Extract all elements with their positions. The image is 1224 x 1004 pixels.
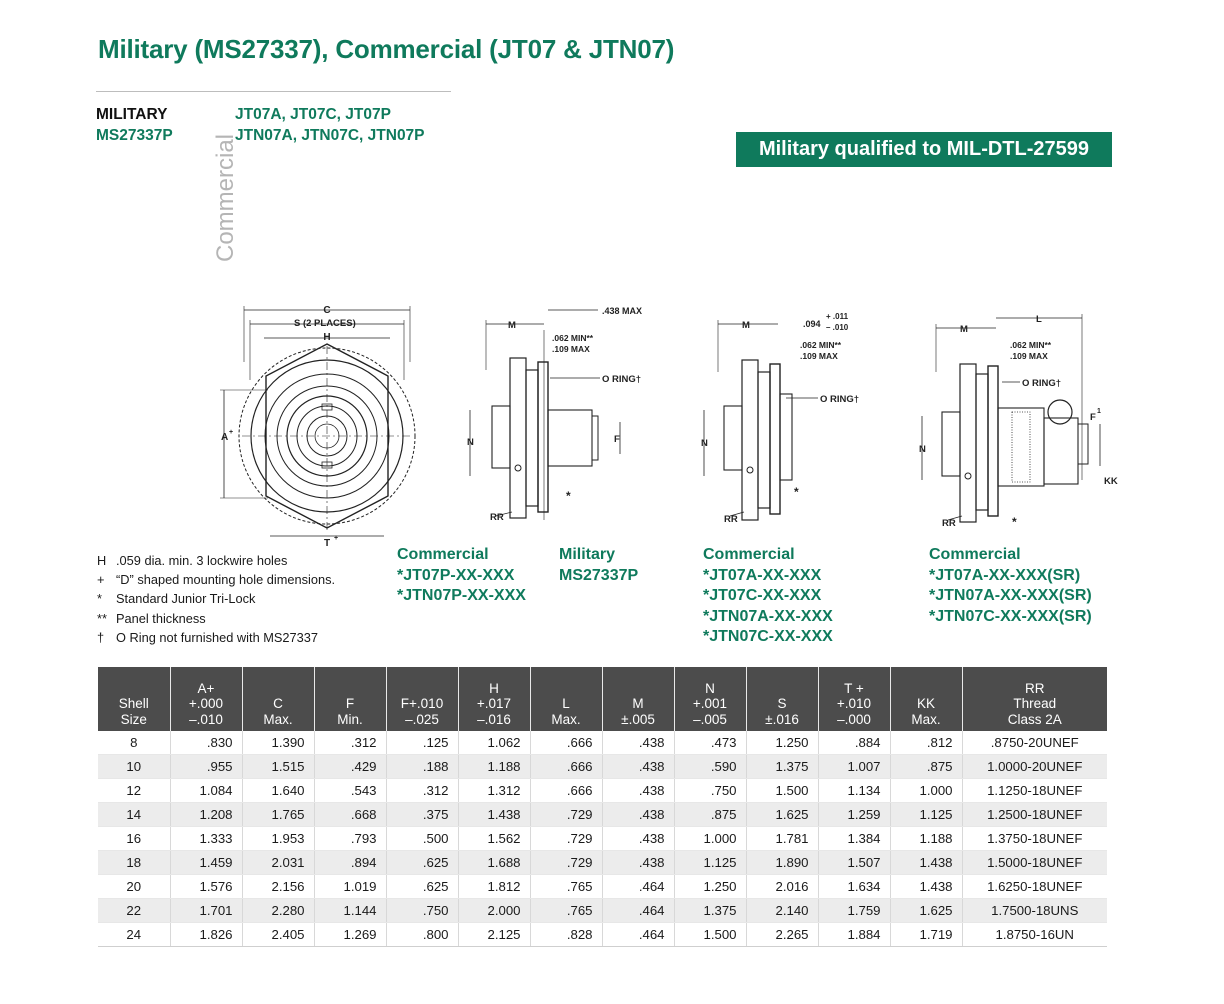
table-cell: .729 — [530, 803, 602, 827]
d2-dim-109-max: .109 MAX — [552, 344, 590, 354]
d4-rr-label: RR — [942, 518, 956, 529]
table-cell: 1.515 — [242, 755, 314, 779]
d4-dim-n: N — [919, 444, 926, 455]
note-text: .059 dia. min. 3 lockwire holes — [116, 553, 288, 568]
d3-dim-n: N — [701, 438, 708, 449]
column-header — [170, 667, 242, 731]
caption-part: *JTN07A-XX-XXX — [703, 607, 833, 625]
column-header-line: Shell — [118, 696, 149, 711]
table-cell: 2.140 — [746, 899, 818, 923]
table-cell: 1.312 — [458, 779, 530, 803]
table-cell: 1.759 — [818, 899, 890, 923]
table-cell: 1.259 — [818, 803, 890, 827]
caption-commercial-p — [397, 545, 526, 607]
table-row — [98, 827, 1107, 851]
table-row — [98, 851, 1107, 875]
table-cell: 1.765 — [242, 803, 314, 827]
column-header — [746, 667, 818, 731]
column-header-line: –.005 — [693, 711, 727, 727]
table-cell: 1.500 — [674, 923, 746, 947]
table-cell: 1.890 — [746, 851, 818, 875]
table-cell: .750 — [674, 779, 746, 803]
table-cell: .375 — [386, 803, 458, 827]
column-header-line: C — [273, 696, 283, 711]
table-cell: 1.250 — [674, 875, 746, 899]
d4-oring-label: O RING† — [1022, 378, 1062, 389]
table-header-row — [98, 667, 1107, 731]
table-cell: 1.1250-18UNEF — [962, 779, 1107, 803]
caption-part: MS27337P — [559, 566, 639, 584]
dim-s-label: S (2 PLACES) — [294, 318, 356, 329]
table-cell: 1.000 — [890, 779, 962, 803]
column-header-line: H — [489, 680, 499, 696]
table-cell: .438 — [602, 755, 674, 779]
table-row — [98, 755, 1107, 779]
column-header-line: +.010 — [836, 696, 872, 711]
column-header — [962, 667, 1107, 731]
table-cell: 1.625 — [746, 803, 818, 827]
table-cell: 1.125 — [890, 803, 962, 827]
notes-list — [97, 551, 335, 647]
drawing-side-view-ac — [696, 300, 896, 530]
table-cell: 1.007 — [818, 755, 890, 779]
vertical-commercial-label: Commercial — [212, 133, 239, 262]
caption-title: Commercial — [703, 546, 795, 563]
table-cell: 1.333 — [170, 827, 242, 851]
table-cell: .666 — [530, 755, 602, 779]
table-cell: 1.640 — [242, 779, 314, 803]
table-cell: .438 — [602, 851, 674, 875]
drawing-side-view-sr — [914, 300, 1124, 530]
dim-a-superscript: + — [229, 429, 234, 436]
table-cell: 2.405 — [242, 923, 314, 947]
table-cell: .765 — [530, 875, 602, 899]
table-cell: 8 — [98, 731, 170, 755]
note-text: Panel thickness — [116, 610, 206, 626]
note-symbol: ** — [97, 610, 107, 626]
table-cell: 1.438 — [890, 851, 962, 875]
table-cell: .464 — [602, 899, 674, 923]
caption-title: Military — [559, 546, 616, 563]
table-cell: 1.375 — [746, 755, 818, 779]
table-cell: .312 — [386, 779, 458, 803]
qualification-badge: Military qualified to MIL-DTL-27599 — [736, 132, 1112, 167]
note-text: O Ring not furnished with MS27337 — [116, 629, 319, 645]
table-cell: .830 — [170, 731, 242, 755]
d2-oring-label: O RING† — [602, 374, 642, 385]
table-cell: .750 — [386, 899, 458, 923]
table-cell: .543 — [314, 779, 386, 803]
column-header-line: Max. — [263, 711, 293, 727]
table-cell: 1.634 — [818, 875, 890, 899]
table-cell: 2.000 — [458, 899, 530, 923]
column-header-line: F+.010 — [400, 696, 444, 711]
table-row — [98, 779, 1107, 803]
table-cell: .438 — [602, 827, 674, 851]
table-cell: 18 — [98, 851, 170, 875]
column-header — [458, 667, 530, 731]
table-cell: 1.2500-18UNEF — [962, 803, 1107, 827]
table-cell: 1.576 — [170, 875, 242, 899]
table-cell: 1.144 — [314, 899, 386, 923]
table-cell: 1.562 — [458, 827, 530, 851]
d4-star: * — [1012, 515, 1017, 529]
table-cell: 1.625 — [890, 899, 962, 923]
table-cell: 1.812 — [458, 875, 530, 899]
d2-rr-label: RR — [490, 512, 504, 523]
column-header-line: A+ — [197, 680, 215, 696]
table-cell: .188 — [386, 755, 458, 779]
column-header-line: –.016 — [477, 711, 511, 727]
table-cell: 1.6250-18UNEF — [962, 875, 1107, 899]
note-symbol: + — [97, 572, 105, 588]
column-header — [242, 667, 314, 731]
column-header-line: Min. — [337, 711, 363, 727]
note-item — [97, 609, 335, 628]
table-cell: .625 — [386, 851, 458, 875]
table-cell: .729 — [530, 827, 602, 851]
table-cell: .500 — [386, 827, 458, 851]
table-cell: .464 — [602, 875, 674, 899]
table-cell: 1.269 — [314, 923, 386, 947]
d3-dim-109-max: .109 MAX — [800, 351, 838, 361]
table-row — [98, 731, 1107, 755]
d3-dim-062-min: .062 MIN** — [800, 340, 842, 350]
note-text: Standard Junior Tri-Lock — [116, 591, 256, 607]
table-cell: 16 — [98, 827, 170, 851]
d4-dim-l: L — [1036, 314, 1042, 325]
table-cell: 1.507 — [818, 851, 890, 875]
table-cell: 1.188 — [890, 827, 962, 851]
d3-star: * — [794, 485, 799, 499]
dimensions-table — [98, 667, 1107, 947]
caption-title: Commercial — [929, 546, 1021, 563]
column-header-line: Max. — [551, 711, 581, 727]
column-header-line: –.000 — [837, 711, 871, 727]
d3-rr-label: RR — [724, 514, 738, 525]
note-text: “D” shaped mounting hole dimensions. — [116, 572, 336, 588]
d2-dim-m: M — [508, 320, 516, 331]
table-cell: 1.438 — [890, 875, 962, 899]
table-body — [98, 731, 1107, 947]
table-cell: .884 — [818, 731, 890, 755]
table-cell: .666 — [530, 731, 602, 755]
table-cell: 1.0000-20UNEF — [962, 755, 1107, 779]
d3-tol-plus: + .011 — [826, 312, 849, 321]
column-header — [386, 667, 458, 731]
table-cell: .894 — [314, 851, 386, 875]
table-cell: 1.826 — [170, 923, 242, 947]
page-title: Military (MS27337), Commercial (JT07 & JTN07) — [98, 34, 675, 64]
column-header-line: KK — [916, 696, 935, 711]
column-header-line: Max. — [911, 711, 941, 727]
table-cell: .429 — [314, 755, 386, 779]
table-cell: 1.438 — [458, 803, 530, 827]
column-header — [674, 667, 746, 731]
table-cell: 2.016 — [746, 875, 818, 899]
table-cell: 1.000 — [674, 827, 746, 851]
caption-military — [559, 545, 638, 586]
column-header-line: M — [632, 696, 644, 711]
column-header-line: Class 2A — [1007, 711, 1062, 727]
d2-star: * — [566, 489, 571, 503]
table-row — [98, 899, 1107, 923]
table-cell: 2.265 — [746, 923, 818, 947]
table-cell: .793 — [314, 827, 386, 851]
column-header-line: F — [345, 696, 355, 711]
table-cell: .625 — [386, 875, 458, 899]
table-cell: .438 — [602, 779, 674, 803]
d3-oring-label: O RING† — [820, 394, 860, 405]
table-cell: 2.280 — [242, 899, 314, 923]
table-cell: 1.719 — [890, 923, 962, 947]
note-symbol: † — [97, 629, 105, 645]
table-cell: 12 — [98, 779, 170, 803]
table-cell: .125 — [386, 731, 458, 755]
table-cell: .812 — [890, 731, 962, 755]
dim-a-label: A — [221, 432, 229, 443]
table-cell: 1.701 — [170, 899, 242, 923]
d4-dim-062-min: .062 MIN** — [1010, 340, 1052, 350]
table-cell: .312 — [314, 731, 386, 755]
table-cell: 1.884 — [818, 923, 890, 947]
table-cell: .8750-20UNEF — [962, 731, 1107, 755]
table-cell: .590 — [674, 755, 746, 779]
drawing-front-view — [212, 300, 442, 550]
table-cell: 1.019 — [314, 875, 386, 899]
caption-part: *JT07C-XX-XXX — [703, 587, 822, 604]
table-cell: 1.250 — [746, 731, 818, 755]
column-header — [890, 667, 962, 731]
column-header-line: ±.016 — [765, 711, 799, 727]
dim-t-label: T — [323, 538, 331, 549]
caption-part: *JTN07P-XX-XXX — [397, 587, 526, 604]
table-cell: .438 — [602, 803, 674, 827]
table-cell: .765 — [530, 899, 602, 923]
d4-dim-m: M — [960, 324, 968, 335]
column-header — [530, 667, 602, 731]
table-row — [98, 875, 1107, 899]
table-cell: .729 — [530, 851, 602, 875]
table-cell: 2.125 — [458, 923, 530, 947]
dim-c-label: C — [323, 305, 331, 316]
d2-dim-f: F — [614, 434, 620, 445]
table-cell: .955 — [170, 755, 242, 779]
commercial-parts-line-2: JTN07A, JTN07C, JTN07P — [235, 127, 425, 144]
d4-dim-kk: KK — [1104, 476, 1118, 487]
d4-dim-f-superscript: 1 — [1097, 408, 1101, 415]
d3-tol-minus: – .010 — [826, 323, 849, 332]
table-cell: 10 — [98, 755, 170, 779]
table-cell: 1.134 — [818, 779, 890, 803]
table-cell: 1.459 — [170, 851, 242, 875]
column-header-line: S — [777, 696, 787, 711]
column-header-line: –.010 — [189, 711, 223, 727]
table-cell: 1.7500-18UNS — [962, 899, 1107, 923]
column-header — [314, 667, 386, 731]
column-header-line: T + — [844, 680, 864, 696]
note-item — [97, 589, 335, 608]
table-cell: .828 — [530, 923, 602, 947]
column-header — [602, 667, 674, 731]
table-cell: 1.5000-18UNEF — [962, 851, 1107, 875]
column-header-line: ±.005 — [621, 711, 655, 727]
column-header — [98, 667, 170, 731]
table-cell: .666 — [530, 779, 602, 803]
table-cell: 14 — [98, 803, 170, 827]
note-item — [97, 570, 335, 589]
d4-dim-f: F — [1090, 412, 1096, 423]
column-header-line: Size — [120, 711, 147, 727]
caption-part: *JTN07C-XX-XXX — [703, 628, 833, 645]
note-symbol: * — [97, 591, 102, 607]
caption-part: *JT07P-XX-XXX — [397, 566, 515, 584]
table-cell: .875 — [674, 803, 746, 827]
column-header-line: L — [562, 696, 570, 711]
note-item — [97, 551, 335, 570]
d4-dim-109-max: .109 MAX — [1010, 351, 1048, 361]
caption-commercial-sr — [929, 545, 1092, 627]
dim-t-superscript: + — [334, 535, 339, 542]
table-cell: 1.125 — [674, 851, 746, 875]
table-cell: 1.084 — [170, 779, 242, 803]
table-cell: 1.688 — [458, 851, 530, 875]
caption-part: *JTN07A-XX-XXX(SR) — [929, 587, 1092, 604]
table-cell: .668 — [314, 803, 386, 827]
commercial-parts-line-1: JT07A, JT07C, JT07P — [235, 106, 391, 123]
caption-part: *JTN07C-XX-XXX(SR) — [929, 607, 1092, 625]
caption-commercial-ac — [703, 545, 833, 648]
table-cell: 1.375 — [674, 899, 746, 923]
table-cell: 1.953 — [242, 827, 314, 851]
d2-dim-438-max: .438 MAX — [602, 306, 643, 316]
note-symbol: H — [97, 553, 107, 568]
column-header-line: +.017 — [476, 696, 512, 711]
column-header — [818, 667, 890, 731]
column-header-line: –.025 — [405, 711, 439, 727]
caption-title: Commercial — [397, 546, 489, 563]
table-cell: .464 — [602, 923, 674, 947]
note-item — [97, 628, 335, 647]
table-cell: .800 — [386, 923, 458, 947]
caption-part: *JT07A-XX-XXX — [703, 566, 822, 584]
column-header-line: +.001 — [692, 696, 728, 711]
column-header-line: N — [705, 680, 715, 696]
table-row — [98, 803, 1107, 827]
table-cell: .875 — [890, 755, 962, 779]
table-cell: 1.384 — [818, 827, 890, 851]
table-cell: .438 — [602, 731, 674, 755]
column-header-line: +.000 — [188, 696, 224, 711]
table-cell: 1.781 — [746, 827, 818, 851]
d3-dim-094: .094 — [803, 319, 821, 329]
caption-part: *JT07A-XX-XXX(SR) — [929, 566, 1081, 584]
table-cell: 20 — [98, 875, 170, 899]
drawing-side-view-p — [462, 300, 662, 530]
military-part-number: MS27337P — [96, 127, 173, 144]
d2-dim-n: N — [467, 437, 474, 448]
table-cell: 1.188 — [458, 755, 530, 779]
column-header-line: RR — [1025, 680, 1045, 696]
table-row — [98, 923, 1107, 947]
table-cell: 2.156 — [242, 875, 314, 899]
military-label: MILITARY — [96, 106, 168, 123]
table-cell: 1.500 — [746, 779, 818, 803]
table-cell: .473 — [674, 731, 746, 755]
table-cell: 22 — [98, 899, 170, 923]
table-cell: 24 — [98, 923, 170, 947]
table-cell: 1.208 — [170, 803, 242, 827]
table-cell: 1.062 — [458, 731, 530, 755]
column-header-line: Thread — [1013, 696, 1057, 711]
d2-dim-062-min: .062 MIN** — [552, 333, 594, 343]
table-cell: 1.390 — [242, 731, 314, 755]
table-cell: 2.031 — [242, 851, 314, 875]
dim-h-label: H — [323, 332, 331, 343]
d3-dim-m: M — [742, 320, 750, 331]
table-cell: 1.8750-16UN — [962, 923, 1107, 947]
title-divider — [96, 91, 451, 92]
table-cell: 1.3750-18UNEF — [962, 827, 1107, 851]
